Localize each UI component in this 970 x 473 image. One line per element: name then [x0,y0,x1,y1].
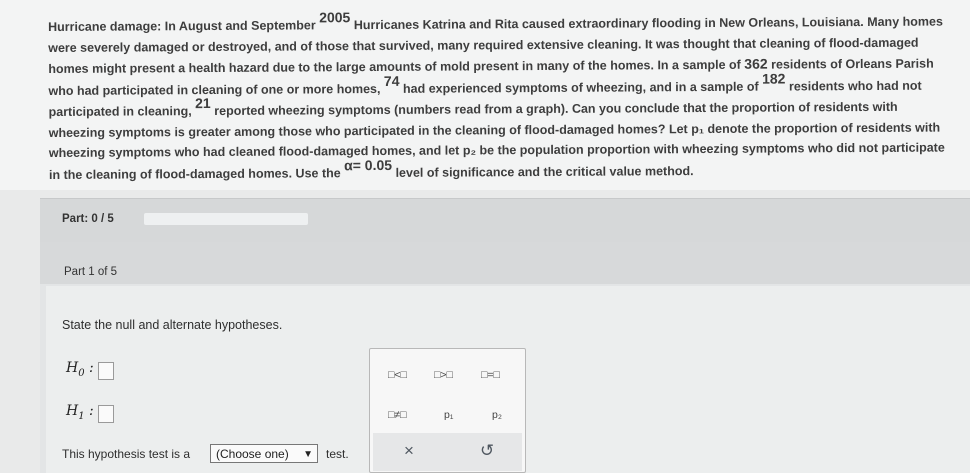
p1-button[interactable]: p₁ [444,409,454,421]
alternate-hypothesis-input[interactable] [98,405,114,423]
alternate-hypothesis-label: $H_1$ : [66,403,94,422]
problem-seg2: Hurricanes Katrina and Rita caused extraordinary flooding in New Orleans, Louisiana. Many homes were severely damaged or destroyed, and of those that survived, many required extensive cleaning. It was thought that cleaning of flood-damaged homes might present a health hazard due to the large amounts of mold present in many of the homes. In a sample of [48,14,943,76]
part-title: Part 1 of 5 [64,266,118,278]
progress-bar-section [40,198,970,243]
h1-letter: H [66,403,79,419]
palette-actions [373,433,522,471]
test-type-prefix: This hypothesis test is a [62,447,191,461]
math-palette [369,348,526,473]
sample-size-2: 182 [762,69,786,87]
less-than-button[interactable]: □<□ [388,369,407,381]
problem-title: Hurricane damage: [48,19,162,34]
p2-button[interactable]: p₂ [492,409,502,421]
null-hypothesis-label: $H_0$ : [66,360,94,379]
question-statement: State the null and alternate hypotheses. [62,318,283,332]
problem-seg8: be the population proportion with wheezing symptoms who did not participate in the cleaning of flood-damaged homes. Use the [48,140,945,182]
problem-text [48,10,957,185]
problem-seg7: denote the proportion of residents with wheezing symptoms who had cleaned flood-damaged homes, and let [48,120,941,160]
undo-icon[interactable]: ↺ [480,441,495,460]
problem-seg1: In August and September [164,18,316,34]
greater-than-button[interactable]: □>□ [434,369,453,381]
problem-statement [0,0,970,190]
h0-sub: 0 [78,367,85,379]
h0-letter: H [66,360,79,376]
problem-seg4: had experienced symptoms of wheezing, and in a sample of [402,79,759,96]
equals-button[interactable]: □=□ [481,369,500,381]
problem-seg9: level of significance and the critical value method. [395,163,694,180]
clear-icon[interactable]: × [404,441,414,460]
progress-label: Part: 0 / 5 [62,213,114,225]
test-type-dropdown[interactable] [210,444,318,463]
test-type-suffix: test. [326,447,349,461]
count-2: 21 [195,95,211,112]
not-equal-button[interactable]: □≠□ [388,409,407,421]
count-1: 74 [383,72,400,89]
dropdown-caret-icon: ▼ [303,449,313,460]
p1-symbol: p₁ [691,121,705,136]
progress-bar [144,213,308,225]
problem-year: 2005 [319,9,351,26]
problem-seg3: residents of Orleans Parish who had participated in cleaning of one or more homes, [48,56,934,98]
part-header [40,242,970,284]
h1-sub: 1 [78,410,85,422]
p2-symbol: p₂ [462,143,477,158]
problem-seg6: reported wheezing symptoms (numbers read from a graph). Can you conclude that the proportion of residents with wheezing symptoms is greater among those who participated in the cleaning of flood-damaged homes? Let [48,99,898,140]
alpha-value: α= 0.05 [344,156,393,173]
null-hypothesis-input[interactable] [98,362,114,380]
sample-size-1: 362 [744,55,768,72]
problem-seg5: residents who had not participated in cleaning, [48,78,922,119]
test-type-value: (Choose one) [216,447,289,461]
